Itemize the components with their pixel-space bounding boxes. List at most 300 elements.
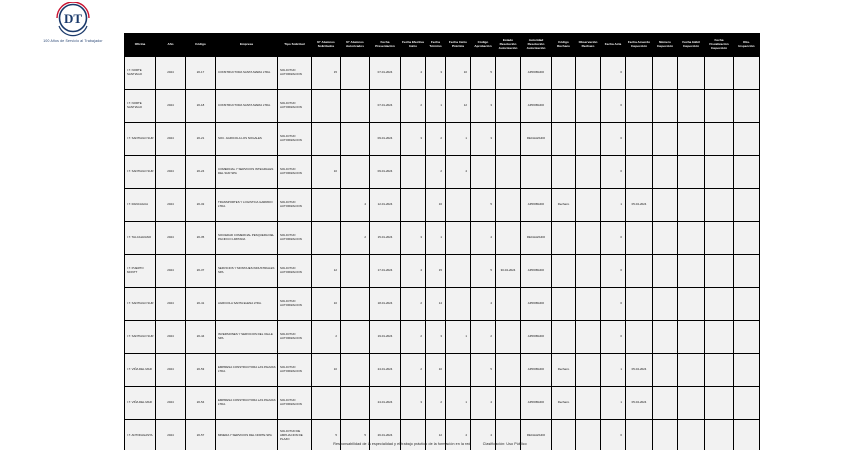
table-cell-f_fisc [705, 189, 734, 222]
table-cell-aut_res: APROBADO [521, 90, 552, 123]
table-cell-f_pres: 19-01-2024 [370, 321, 401, 354]
table-cell-oficina: I.T. NORTE SANTIAGO [125, 57, 156, 90]
table-cell-f_acu [626, 123, 653, 156]
table-cell-n_aut [341, 354, 370, 387]
table-cell-n_insp [653, 321, 678, 354]
table-cell-codigo: 20-21 [186, 123, 216, 156]
table-cell-f_term: 3 [426, 321, 446, 354]
table-cell-cod_rech [552, 57, 576, 90]
table-cell-anio: 2024 [156, 156, 186, 189]
table-cell-cod_apr: 3 [471, 90, 496, 123]
table-row [125, 222, 760, 255]
table-cell-f_pres: 09-01-2024 [370, 123, 401, 156]
table-cell-tipo: SOLICITUD AUTORIZACION [278, 288, 312, 321]
table-cell-f_prac [446, 222, 471, 255]
footer-left-text: Responsabilidad de la especialidad y el trabajo práctico de la formación en la red [333, 442, 471, 446]
table-cell-obs_rech [576, 90, 601, 123]
table-cell-empresa: EMPRESA CONSTRUCTORA LAS PALMAS LTDA. [216, 387, 278, 420]
table-cell-obs_rech [576, 288, 601, 321]
table-cell-n_aut [341, 90, 370, 123]
table-cell-cod_rech [552, 288, 576, 321]
table-cell-n_insp [653, 189, 678, 222]
table-cell-codigo: 20-44 [186, 321, 216, 354]
table-cell-empresa: SOCIEDAD COMERCIAL PESQUERA DEL PACIFICO LIMITADA [216, 222, 278, 255]
table-cell-obs_rech [576, 321, 601, 354]
table-cell-f_acta: 0 [601, 255, 626, 288]
table-cell-f_term: 14 [426, 288, 446, 321]
table-cell-cod_apr: 5 [471, 57, 496, 90]
table-cell-f_acta: 0 [601, 288, 626, 321]
table-row [125, 90, 760, 123]
table-cell-obs_insp [734, 288, 760, 321]
organization-logo [28, 2, 118, 43]
table-cell-f_fisc [705, 57, 734, 90]
table-cell-empresa: CONSTRUCTORA SANTA MARIA LTDA. [216, 90, 278, 123]
table-cell-f_pres: 24-01-2024 [370, 387, 401, 420]
table-cell-f_ini: 4 [401, 255, 426, 288]
table-cell-obs_insp [734, 321, 760, 354]
table-cell-n_sol: 12 [312, 255, 341, 288]
table-cell-f_acu [626, 57, 653, 90]
table-cell-f_hab [678, 321, 705, 354]
table-cell-tipo: SOLICITUD AUTORIZACION [278, 90, 312, 123]
table-cell-tipo: SOLICITUD AUTORIZACION [278, 321, 312, 354]
table-cell-tipo: SOLICITUD AUTORIZACION [278, 387, 312, 420]
authorizations-table [124, 33, 760, 450]
table-cell-n_aut: 4 [341, 189, 370, 222]
table-cell-empresa: TRANSPORTES Y LOGISTICA GARRIDO LTDA. [216, 189, 278, 222]
data-table-container [124, 33, 755, 450]
table-cell-cod_apr: 4 [471, 288, 496, 321]
table-cell-f_pres: 07-01-2024 [370, 90, 401, 123]
table-cell-f_prac: 12 [446, 90, 471, 123]
table-cell-est_res: 30-04-2024 [496, 255, 521, 288]
table-cell-n_sol [312, 123, 341, 156]
table-header-row [125, 34, 760, 57]
table-cell-obs_insp [734, 222, 760, 255]
column-header-autoridad-resolucion: Autoridad Resolución Autorización [521, 34, 552, 57]
column-header-observacion-rechazo: Observación Rechazo [576, 34, 601, 57]
table-cell-cod_rech [552, 123, 576, 156]
table-cell-n_aut [341, 123, 370, 156]
table-row [125, 288, 760, 321]
table-cell-n_aut [341, 255, 370, 288]
table-cell-est_res [496, 189, 521, 222]
column-header-fecha-efectiva-inicio: Fecha Efectiva Inicio [401, 34, 426, 57]
table-cell-obs_insp [734, 387, 760, 420]
table-cell-codigo: 20-54 [186, 387, 216, 420]
table-cell-f_fisc [705, 387, 734, 420]
table-cell-anio: 2024 [156, 90, 186, 123]
table-header [125, 34, 760, 57]
svg-text:DT: DT [63, 11, 83, 26]
table-cell-cod_rech [552, 156, 576, 189]
table-cell-obs_insp [734, 156, 760, 189]
table-cell-f_acu [626, 288, 653, 321]
table-cell-obs_insp [734, 189, 760, 222]
column-header-codigo: Código [186, 34, 216, 57]
table-cell-f_acta: 0 [601, 321, 626, 354]
table-cell-cod_rech [552, 90, 576, 123]
table-cell-f_acu [626, 255, 653, 288]
table-cell-f_fisc [705, 222, 734, 255]
table-cell-obs_rech [576, 57, 601, 90]
table-cell-codigo: 20-24 [186, 156, 216, 189]
table-cell-n_insp [653, 57, 678, 90]
column-header-numero-inspeccion: Número Inspección [653, 34, 678, 57]
table-cell-f_hab [678, 354, 705, 387]
table-cell-obs_rech [576, 189, 601, 222]
table-cell-empresa: INVERSIONES Y SERVICIOS DEL VALLE SPA [216, 321, 278, 354]
table-cell-n_insp [653, 222, 678, 255]
table-cell-f_hab [678, 222, 705, 255]
table-cell-f_term: 10 [426, 354, 446, 387]
table-cell-cod_apr: 5 [471, 255, 496, 288]
table-cell-f_fisc [705, 354, 734, 387]
table-cell-f_hab [678, 123, 705, 156]
table-cell-f_acu [626, 222, 653, 255]
table-cell-f_term: 3 [426, 57, 446, 90]
document-footer [0, 442, 860, 446]
table-cell-n_aut [341, 156, 370, 189]
table-cell-obs_insp [734, 255, 760, 288]
table-cell-tipo: SOLICITUD AUTORIZACION [278, 222, 312, 255]
table-cell-oficina: I.T. SANTIAGO SUR [125, 321, 156, 354]
column-header-alumnos-solicitados: N° Alumnos Solicitados [312, 34, 341, 57]
table-cell-empresa: COMERCIAL Y SERVICIOS INTEGRALES DEL SUR SPA [216, 156, 278, 189]
table-cell-f_term: 16 [426, 189, 446, 222]
table-cell-f_term: 1 [426, 222, 446, 255]
table-cell-codigo: 20-57 [186, 420, 216, 450]
table-cell-tipo: SOLICITUD AUTORIZACION [278, 57, 312, 90]
table-cell-f_pres: 07-01-2024 [370, 57, 401, 90]
table-body [125, 57, 760, 450]
logo-caption: 100 Años de Servicio al Trabajador [43, 39, 103, 43]
table-cell-f_term: 12 [426, 420, 446, 450]
table-row [125, 189, 760, 222]
table-cell-f_term: 1 [426, 90, 446, 123]
column-header-tipo-solicitud: Tipo Solicitud [278, 34, 312, 57]
table-cell-f_hab [678, 288, 705, 321]
table-cell-anio: 2024 [156, 255, 186, 288]
column-header-fecha-acuerdo-inspeccion: Fecha Acuerdo Inspección [626, 34, 653, 57]
table-row [125, 387, 760, 420]
table-cell-f_acu: 05-04-2024 [626, 189, 653, 222]
table-cell-anio: 2024 [156, 222, 186, 255]
column-header-fecha-termino: Fecha Término [426, 34, 446, 57]
table-cell-f_term: 2 [426, 387, 446, 420]
table-cell-codigo: 20-41 [186, 288, 216, 321]
column-header-codigo-rechazo: Código Rechazo [552, 34, 576, 57]
table-cell-cod_rech [552, 321, 576, 354]
table-cell-f_pres: 26-01-2024 [370, 420, 401, 450]
table-row [125, 57, 760, 90]
table-cell-f_fisc [705, 255, 734, 288]
table-cell-codigo: 20-53 [186, 354, 216, 387]
table-cell-aut_res [521, 156, 552, 189]
table-cell-n_sol [312, 222, 341, 255]
table-cell-n_sol: 2 [312, 321, 341, 354]
table-cell-obs_rech [576, 156, 601, 189]
table-cell-f_ini: 4 [401, 57, 426, 90]
table-cell-aut_res: APROBADO [521, 288, 552, 321]
table-cell-f_acu: 05-04-2024 [626, 354, 653, 387]
table-cell-n_sol: 5 [312, 420, 341, 450]
table-cell-f_acu [626, 321, 653, 354]
table-cell-cod_rech: Rechazo [552, 189, 576, 222]
table-cell-f_prac: 1 [446, 321, 471, 354]
footer-right-text: Clasificación: Uso Público [482, 442, 527, 446]
table-cell-obs_insp [734, 123, 760, 156]
table-cell-tipo: SOLICITUD AUTORIZACION [278, 189, 312, 222]
table-cell-f_ini [401, 156, 426, 189]
column-header-fecha-presentacion: Fecha Presentación [370, 34, 401, 57]
table-cell-aut_res: APROBADO [521, 387, 552, 420]
table-cell-empresa: SOC. AGRICOLA LOS NOGALES [216, 123, 278, 156]
table-cell-f_acu [626, 90, 653, 123]
column-header-obs-inspeccion: Obs. Inspección [734, 34, 760, 57]
table-cell-f_prac: 4 [446, 420, 471, 450]
table-cell-f_ini: 3 [401, 387, 426, 420]
table-cell-tipo: SOLICITUD DE AMPLIACION DE PLAZO [278, 420, 312, 450]
column-header-fecha-acta: Fecha Acta [601, 34, 626, 57]
table-cell-codigo: 20-35 [186, 222, 216, 255]
table-cell-f_term: 2 [426, 156, 446, 189]
table-cell-f_hab [678, 189, 705, 222]
table-cell-obs_insp [734, 354, 760, 387]
column-header-fecha-fiscalizacion-inspeccion: Fecha Fiscalización Inspección [705, 34, 734, 57]
table-cell-cod_apr: 2 [471, 321, 496, 354]
table-cell-est_res [496, 222, 521, 255]
table-cell-empresa: MINERA Y SERVICIOS DEL NORTE SPA [216, 420, 278, 450]
table-cell-f_fisc [705, 156, 734, 189]
logo-mark-icon [51, 2, 95, 38]
table-cell-anio: 2024 [156, 387, 186, 420]
table-cell-f_prac [446, 189, 471, 222]
table-cell-cod_rech: Rechazo [552, 387, 576, 420]
table-cell-obs_rech [576, 255, 601, 288]
table-cell-f_term: 2 [426, 123, 446, 156]
table-cell-f_pres: 09-01-2024 [370, 156, 401, 189]
table-cell-f_hab [678, 156, 705, 189]
table-cell-obs_insp [734, 90, 760, 123]
table-cell-n_aut [341, 57, 370, 90]
table-cell-n_sol [312, 189, 341, 222]
table-cell-f_ini: 3 [401, 222, 426, 255]
table-cell-f_prac: 1 [446, 387, 471, 420]
table-cell-f_prac: 1 [446, 123, 471, 156]
table-cell-n_sol [312, 387, 341, 420]
table-cell-cod_apr: 4 [471, 222, 496, 255]
column-header-estado-resolucion: Estado Resolución Autorización [496, 34, 521, 57]
table-row [125, 123, 760, 156]
table-cell-oficina: I.T. NORTE SANTIAGO [125, 90, 156, 123]
table-cell-oficina: I.T. VIÑA DEL MAR [125, 354, 156, 387]
table-cell-aut_res: RECHAZADO [521, 222, 552, 255]
table-cell-anio: 2024 [156, 288, 186, 321]
table-cell-f_acta: 0 [601, 156, 626, 189]
table-cell-aut_res: RECHAZADO [521, 420, 552, 450]
column-header-oficina: Oficina [125, 34, 156, 57]
table-cell-codigo: 20-18 [186, 90, 216, 123]
table-cell-f_pres: 15-01-2024 [370, 222, 401, 255]
table-cell-obs_rech [576, 222, 601, 255]
table-cell-est_res [496, 156, 521, 189]
table-cell-aut_res: APROBADO [521, 321, 552, 354]
table-cell-codigo: 20-37 [186, 255, 216, 288]
table-cell-f_hab [678, 255, 705, 288]
table-cell-n_insp [653, 354, 678, 387]
table-row [125, 354, 760, 387]
table-cell-n_insp [653, 255, 678, 288]
table-cell-f_acta: 0 [601, 420, 626, 450]
table-cell-f_acu: 05-04-2024 [626, 387, 653, 420]
table-cell-obs_rech [576, 387, 601, 420]
table-cell-f_fisc [705, 321, 734, 354]
table-cell-f_acta: 1 [601, 387, 626, 420]
table-cell-anio: 2024 [156, 189, 186, 222]
table-cell-oficina: I.T. RANCAGUA [125, 189, 156, 222]
table-cell-f_hab [678, 90, 705, 123]
table-cell-f_prac: 10 [446, 57, 471, 90]
table-cell-f_fisc [705, 123, 734, 156]
table-cell-f_acta: 0 [601, 90, 626, 123]
table-cell-f_pres: 17-01-2024 [370, 255, 401, 288]
table-cell-anio: 2024 [156, 57, 186, 90]
table-cell-obs_insp [734, 57, 760, 90]
table-cell-n_insp [653, 90, 678, 123]
table-cell-codigo: 20-32 [186, 189, 216, 222]
table-cell-oficina: I.T. VIÑA DEL MAR [125, 387, 156, 420]
table-cell-n_insp [653, 387, 678, 420]
table-cell-n_insp [653, 156, 678, 189]
column-header-codigo-aprobacion: Código Aprobación [471, 34, 496, 57]
table-cell-f_fisc [705, 288, 734, 321]
table-cell-n_sol [312, 90, 341, 123]
table-cell-f_acta: 1 [601, 189, 626, 222]
table-cell-cod_apr: 5 [471, 189, 496, 222]
table-cell-n_aut [341, 387, 370, 420]
table-cell-obs_rech [576, 123, 601, 156]
table-cell-n_aut [341, 321, 370, 354]
table-cell-tipo: SOLICITUD AUTORIZACION [278, 354, 312, 387]
column-header-alumnos-autorizados: N° Alumnos Autorizados [341, 34, 370, 57]
table-cell-anio: 2024 [156, 321, 186, 354]
table-cell-cod_apr: 5 [471, 354, 496, 387]
table-cell-est_res [496, 57, 521, 90]
table-cell-f_hab [678, 387, 705, 420]
table-cell-f_acta: 1 [601, 354, 626, 387]
table-cell-f_ini [401, 189, 426, 222]
table-cell-n_aut: 2 [341, 222, 370, 255]
table-cell-f_acta: 0 [601, 123, 626, 156]
table-cell-f_prac [446, 354, 471, 387]
table-cell-anio: 2024 [156, 354, 186, 387]
table-cell-f_acu [626, 156, 653, 189]
table-cell-aut_res: APROBADO [521, 57, 552, 90]
table-cell-obs_rech [576, 354, 601, 387]
table-cell-n_insp [653, 288, 678, 321]
table-cell-cod_apr: 4 [471, 420, 496, 450]
table-cell-n_aut [341, 288, 370, 321]
table-cell-empresa: CONSTRUCTORA SANTA MARIA LTDA. [216, 57, 278, 90]
table-cell-f_acta: 0 [601, 57, 626, 90]
table-row [125, 255, 760, 288]
table-cell-f_prac [446, 288, 471, 321]
table-cell-est_res [496, 387, 521, 420]
table-cell-f_pres: 18-01-2024 [370, 288, 401, 321]
table-cell-n_sol: 10 [312, 288, 341, 321]
table-cell-empresa: SERVICIOS Y MONTAJES INDUSTRIALES SPA [216, 255, 278, 288]
table-cell-anio: 2024 [156, 420, 186, 450]
table-cell-oficina: I.T. TALCAHUANO [125, 222, 156, 255]
table-cell-aut_res: APROBADO [521, 189, 552, 222]
table-cell-empresa: AGRICOLA SANTA ELENA LTDA. [216, 288, 278, 321]
table-cell-n_sol: 15 [312, 57, 341, 90]
table-cell-f_ini: 2 [401, 288, 426, 321]
table-cell-tipo: SOLICITUD AUTORIZACION [278, 156, 312, 189]
table-cell-cod_rech: Rechazo [552, 354, 576, 387]
table-cell-f_prac: 4 [446, 156, 471, 189]
table-cell-oficina: I.T. ANTOFAGASTA [125, 420, 156, 450]
table-cell-aut_res: APROBADO [521, 255, 552, 288]
table-cell-empresa: EMPRESA CONSTRUCTORA LAS PALMAS LTDA. [216, 354, 278, 387]
table-cell-oficina: I.T. SANTIAGO SUR [125, 123, 156, 156]
table-cell-f_hab [678, 57, 705, 90]
table-cell-f_acta: 0 [601, 222, 626, 255]
table-cell-est_res [496, 321, 521, 354]
table-cell-codigo: 20-17 [186, 57, 216, 90]
table-cell-est_res [496, 90, 521, 123]
table-cell-n_aut: 5 [341, 420, 370, 450]
table-cell-est_res [496, 354, 521, 387]
table-cell-n_sol: 10 [312, 156, 341, 189]
table-cell-n_sol: 10 [312, 354, 341, 387]
table-cell-oficina: I.T. SANTIAGO SUR [125, 156, 156, 189]
table-cell-cod_apr: 3 [471, 123, 496, 156]
column-header-fecha-habil-inspeccion: Fecha Hábil Inspección [678, 34, 705, 57]
table-cell-f_ini: 2 [401, 321, 426, 354]
column-header-fecha-inicio-practica: Fecha Inicio Práctica [446, 34, 471, 57]
table-cell-f_term: 15 [426, 255, 446, 288]
table-cell-anio: 2024 [156, 123, 186, 156]
table-cell-f_pres: 12-01-2024 [370, 189, 401, 222]
table-cell-n_insp [653, 123, 678, 156]
table-cell-f_ini: 2 [401, 90, 426, 123]
table-cell-cod_apr [471, 156, 496, 189]
table-cell-aut_res: APROBADO [521, 354, 552, 387]
table-cell-est_res [496, 123, 521, 156]
table-cell-f_ini: 2 [401, 354, 426, 387]
table-cell-f_ini: 3 [401, 123, 426, 156]
table-cell-cod_rech [552, 222, 576, 255]
table-cell-aut_res: RECHAZADO [521, 123, 552, 156]
table-cell-f_prac [446, 255, 471, 288]
table-row [125, 321, 760, 354]
table-cell-oficina: I.T. SANTIAGO SUR [125, 288, 156, 321]
table-cell-est_res [496, 288, 521, 321]
column-header-empresa: Empresa [216, 34, 278, 57]
table-cell-f_pres: 24-01-2024 [370, 354, 401, 387]
table-row [125, 156, 760, 189]
table-cell-f_fisc [705, 90, 734, 123]
table-cell-tipo: SOLICITUD AUTORIZACION [278, 255, 312, 288]
table-cell-oficina: I.T. PUERTO MONTT [125, 255, 156, 288]
table-cell-cod_apr: 4 [471, 387, 496, 420]
table-cell-tipo: SOLICITUD AUTORIZACION [278, 123, 312, 156]
column-header-anio: Año [156, 34, 186, 57]
table-cell-cod_rech [552, 255, 576, 288]
